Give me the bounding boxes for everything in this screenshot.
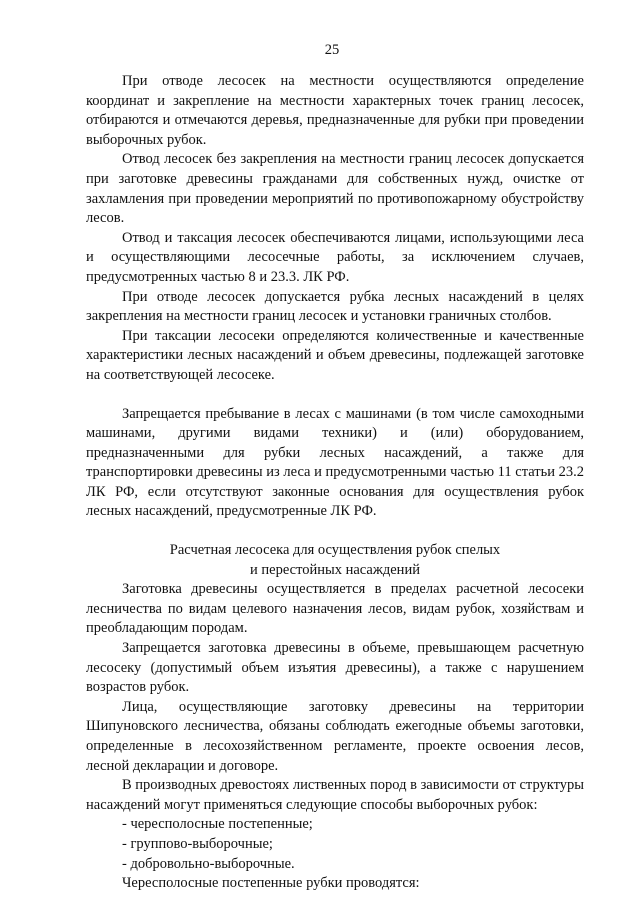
paragraph-strip-cutting: Чересполосные постепенные рубки проводятся: — [122, 875, 420, 892]
paragraph-volume-prohibition: Запрещается заготовка древесины в объеме, превышающем расчетную лесосеку (допустимый объем изъятия древесины), а также с нарушением возрастов рубок. — [86, 640, 584, 696]
list-item: - группово-выборочные; — [122, 835, 273, 852]
paragraph-allotment-procedure: При отводе лесосек на местности осуществляются определение координат и закрепление на местности характерных точек границ лесосек, отбираются и отмечаются деревья, предназначенные для рубки при проведении выборочных рубок. — [86, 73, 584, 148]
section-heading-line-1: Расчетная лесосека для осуществления рубок спелых — [169, 542, 501, 559]
list-item: - чересполосные постепенные; — [122, 816, 313, 833]
paragraph-taxation: При таксации лесосеки определяются количественные и качественные характеристики лесных насаждений и объем древесины, подлежащей заготовке на соответствующей лесосеке. — [86, 327, 584, 383]
paragraph-annual-volumes: Лица, осуществляющие заготовку древесины на территории Шипуновского лесничества, обязаны соблюдать ежегодные объемы заготовки, определенные в лесохозяйственном регламенте, проекте освоения лесов, лесной декларации и договоре. — [86, 698, 584, 774]
cutting-methods-list — [86, 815, 584, 874]
section-heading-line-2: и перестойных насаждений — [250, 561, 420, 578]
paragraph-harvest-limits: Заготовка древесины осуществляется в пределах расчетной лесосеки лесничества по видам целевого назначения лесов, видам рубок, хозяйствам и преобладающим породам. — [86, 581, 584, 637]
list-item: - добровольно-выборочные. — [122, 855, 295, 872]
paragraph-selective-methods: В производных древостоях лиственных пород в зависимости от структуры насаждений могут применяться следующие способы выборочных рубок: — [86, 777, 584, 813]
paragraph-boundary-cutting: При отводе лесосек допускается рубка лесных насаждений в целях закрепления на местности границ лесосек и установки граничных столбов. — [86, 288, 584, 325]
paragraph-allotment-without-fixing: Отвод лесосек без закрепления на местности границ лесосек допускается при заготовке древесины гражданами для собственных нужд, очистке от захламления при проведении мероприятий по противопожарному обустройству лесов. — [86, 151, 584, 227]
page-number: 25 — [324, 42, 340, 58]
paragraph-allotment-responsibility: Отвод и таксация лесосек обеспечиваются лицами, использующими леса и осуществляющими лесосечные работы, за исключением случаев, предусмотренных частью 8 и 23.3. ЛК РФ. — [86, 229, 584, 285]
section-heading — [86, 541, 584, 580]
paragraph-machinery-prohibition: Запрещается пребывание в лесах с машинами (в том числе самоходными машинами, другими видами техники) и (или) оборудованием, предназначенными для рубки лесных насаждений, а также для транспортировки древесины из леса и предусмотренными частью 11 статьи 23.2 ЛК РФ, если отсутствуют законные основания для осуществления рубок лесных насаждений, предусмотренные ЛК РФ. — [86, 405, 584, 520]
